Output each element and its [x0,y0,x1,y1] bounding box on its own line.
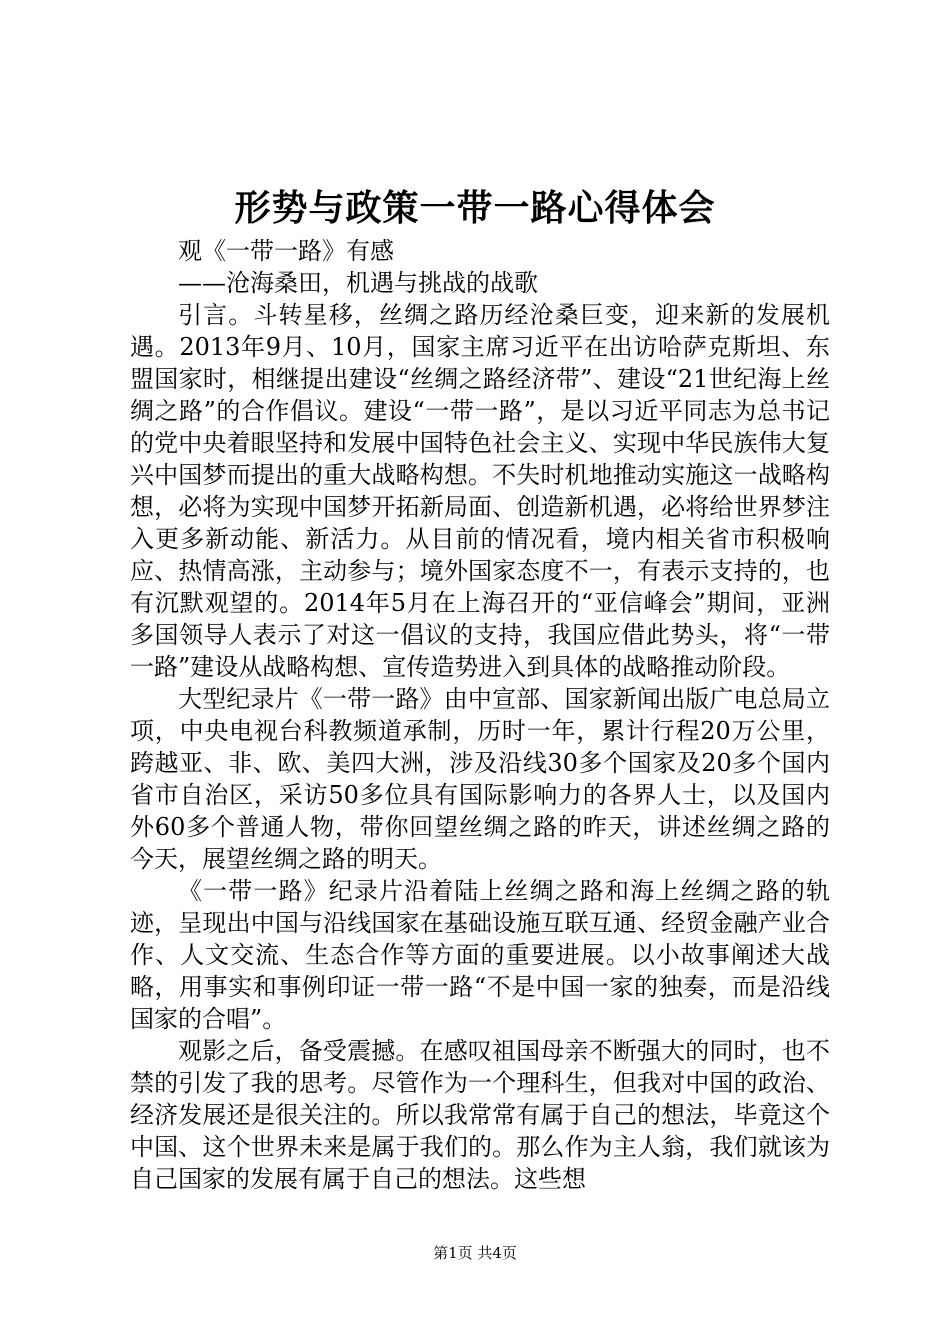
document-body [130,235,830,1195]
body-paragraph: 观影之后，备受震撼。在感叹祖国母亲不断强大的同时，也不禁的引发了我的思考。尽管作为一个理科生，但我对中国的政治、经济发展还是很关注的。所以我常常有属于自己的想法，毕竟这个中国、这个世界未来是属于我们的。那么作为主人翁，我们就该为自己国家的发展有属于自己的想法。这些想 [130,1037,830,1193]
document-title: 形势与政策一带一路心得体会 [234,187,716,229]
body-paragraph: 引言。斗转星移，丝绸之路历经沧桑巨变，迎来新的发展机遇。2013年9月、10月，国家主席习近平在出访哈萨克斯坦、东盟国家时，相继提出建设“丝绸之路经济带”、建设“21世纪海上丝绸之路”的合作倡议。建设“一带一路”，是以习近平同志为总书记的党中央着眼坚持和发展中国特色社会主义、实现中华民族伟大复兴中国梦而提出的重大战略构想。不失时机地推动实施这一战略构想，必将为实现中国梦开拓新局面、创造新机遇，必将给世界梦注入更多新动能、新活力。从目前的情况看，境内相关省市积极响应、热情高涨，主动参与；境外国家态度不一，有表示支持的，也有沉默观望的。2014年5月在上海召开的“亚信峰会”期间，亚洲多国领导人表示了对这一倡议的支持，我国应借此势头，将“一带一路”建设从战略构想、宣传造势进入到具体的战略推动阶段。 [130,301,830,681]
subtitle-line: 观《一带一路》有感 [178,237,394,265]
page-number-footer: 第1页 共4页 [433,1244,517,1262]
subtitle-line: ——沧海桑田，机遇与挑战的战歌 [178,269,538,297]
body-paragraph: 《一带一路》纪录片沿着陆上丝绸之路和海上丝绸之路的轨迹，呈现出中国与沿线国家在基础设施互联互通、经贸金融产业合作、人文交流、生态合作等方面的重要进展。以小故事阐述大战略，用事实和事例印证一带一路“不是中国一家的独奏，而是沿线国家的合唱”。 [130,877,830,1033]
body-paragraph: 大型纪录片《一带一路》由中宣部、国家新闻出版广电总局立项，中央电视台科教频道承制，历时一年，累计行程20万公里，跨越亚、非、欧、美四大洲，涉及沿线30多个国家及20多个国内省市自治区，采访50多位具有国际影响力的各界人士，以及国内外60多个普通人物，带你回望丝绸之路的昨天，讲述丝绸之路的今天，展望丝绸之路的明天。 [130,685,830,873]
